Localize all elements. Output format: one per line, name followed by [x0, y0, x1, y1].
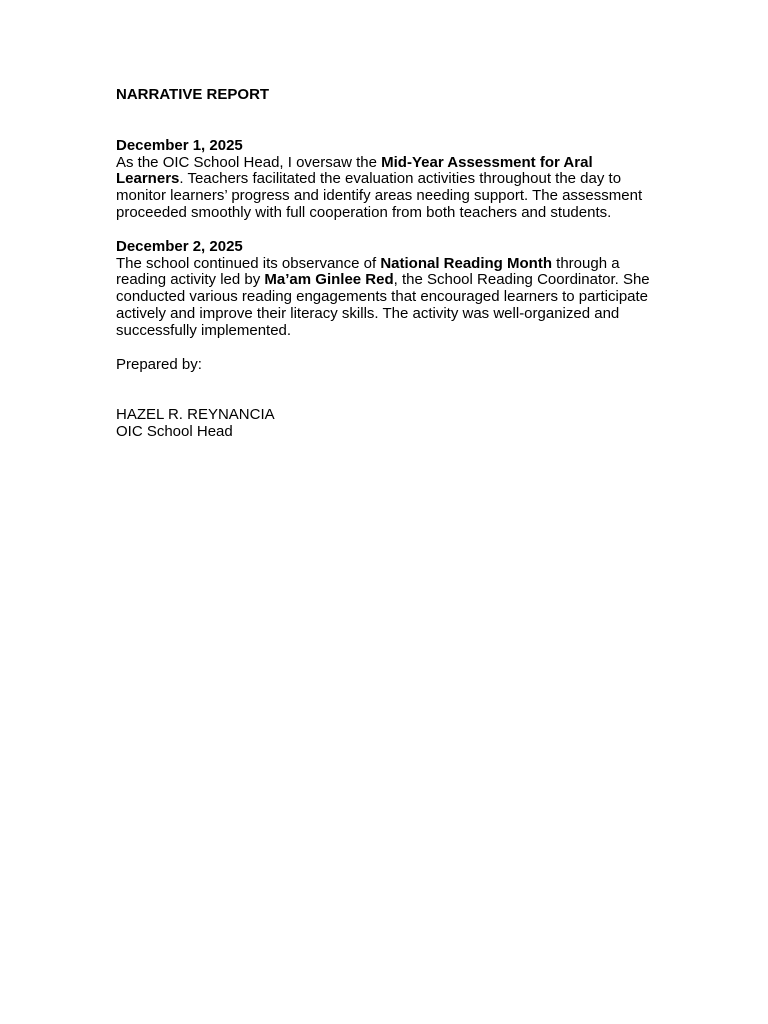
entry-text-bold: Mid-Year Assessment for Aral Learners [116, 153, 593, 188]
report-entry [116, 239, 656, 340]
entry-date: December 1, 2025 [116, 136, 243, 154]
document-page [116, 87, 656, 441]
signatory-name: HAZEL R. REYNANCIA [116, 406, 275, 424]
entry-text: As the OIC School Head, I oversaw the [116, 153, 382, 171]
entry-body [116, 255, 650, 339]
report-title: NARRATIVE REPORT [116, 86, 270, 103]
entry-text: The school continued its observance of [116, 254, 381, 272]
report-entry [116, 138, 656, 222]
entry-text-bold: National Reading Month [380, 254, 552, 272]
entry-text: . Teachers facilitated the evaluation activities throughout the day to monitor learners’ progress and identify areas needing support. The assessment proceeded smoothly with full cooperation from both teachers and students. [116, 170, 643, 221]
signatory-position: OIC School Head [116, 423, 233, 441]
entry-text: , the School Reading Coordinator. She conducted various reading engagements that encouraged learners to participate actively and improve their literacy skills. The activity was well-organized and successfully implemented. [116, 271, 650, 339]
entry-date: December 2, 2025 [116, 237, 243, 255]
entry-text: through a reading activity led by [116, 254, 620, 289]
entry-text-bold: Ma’am Ginlee Red [264, 271, 394, 289]
entry-body [116, 154, 642, 221]
signature-block [116, 407, 656, 441]
prepared-by-label: Prepared by: [116, 355, 202, 373]
